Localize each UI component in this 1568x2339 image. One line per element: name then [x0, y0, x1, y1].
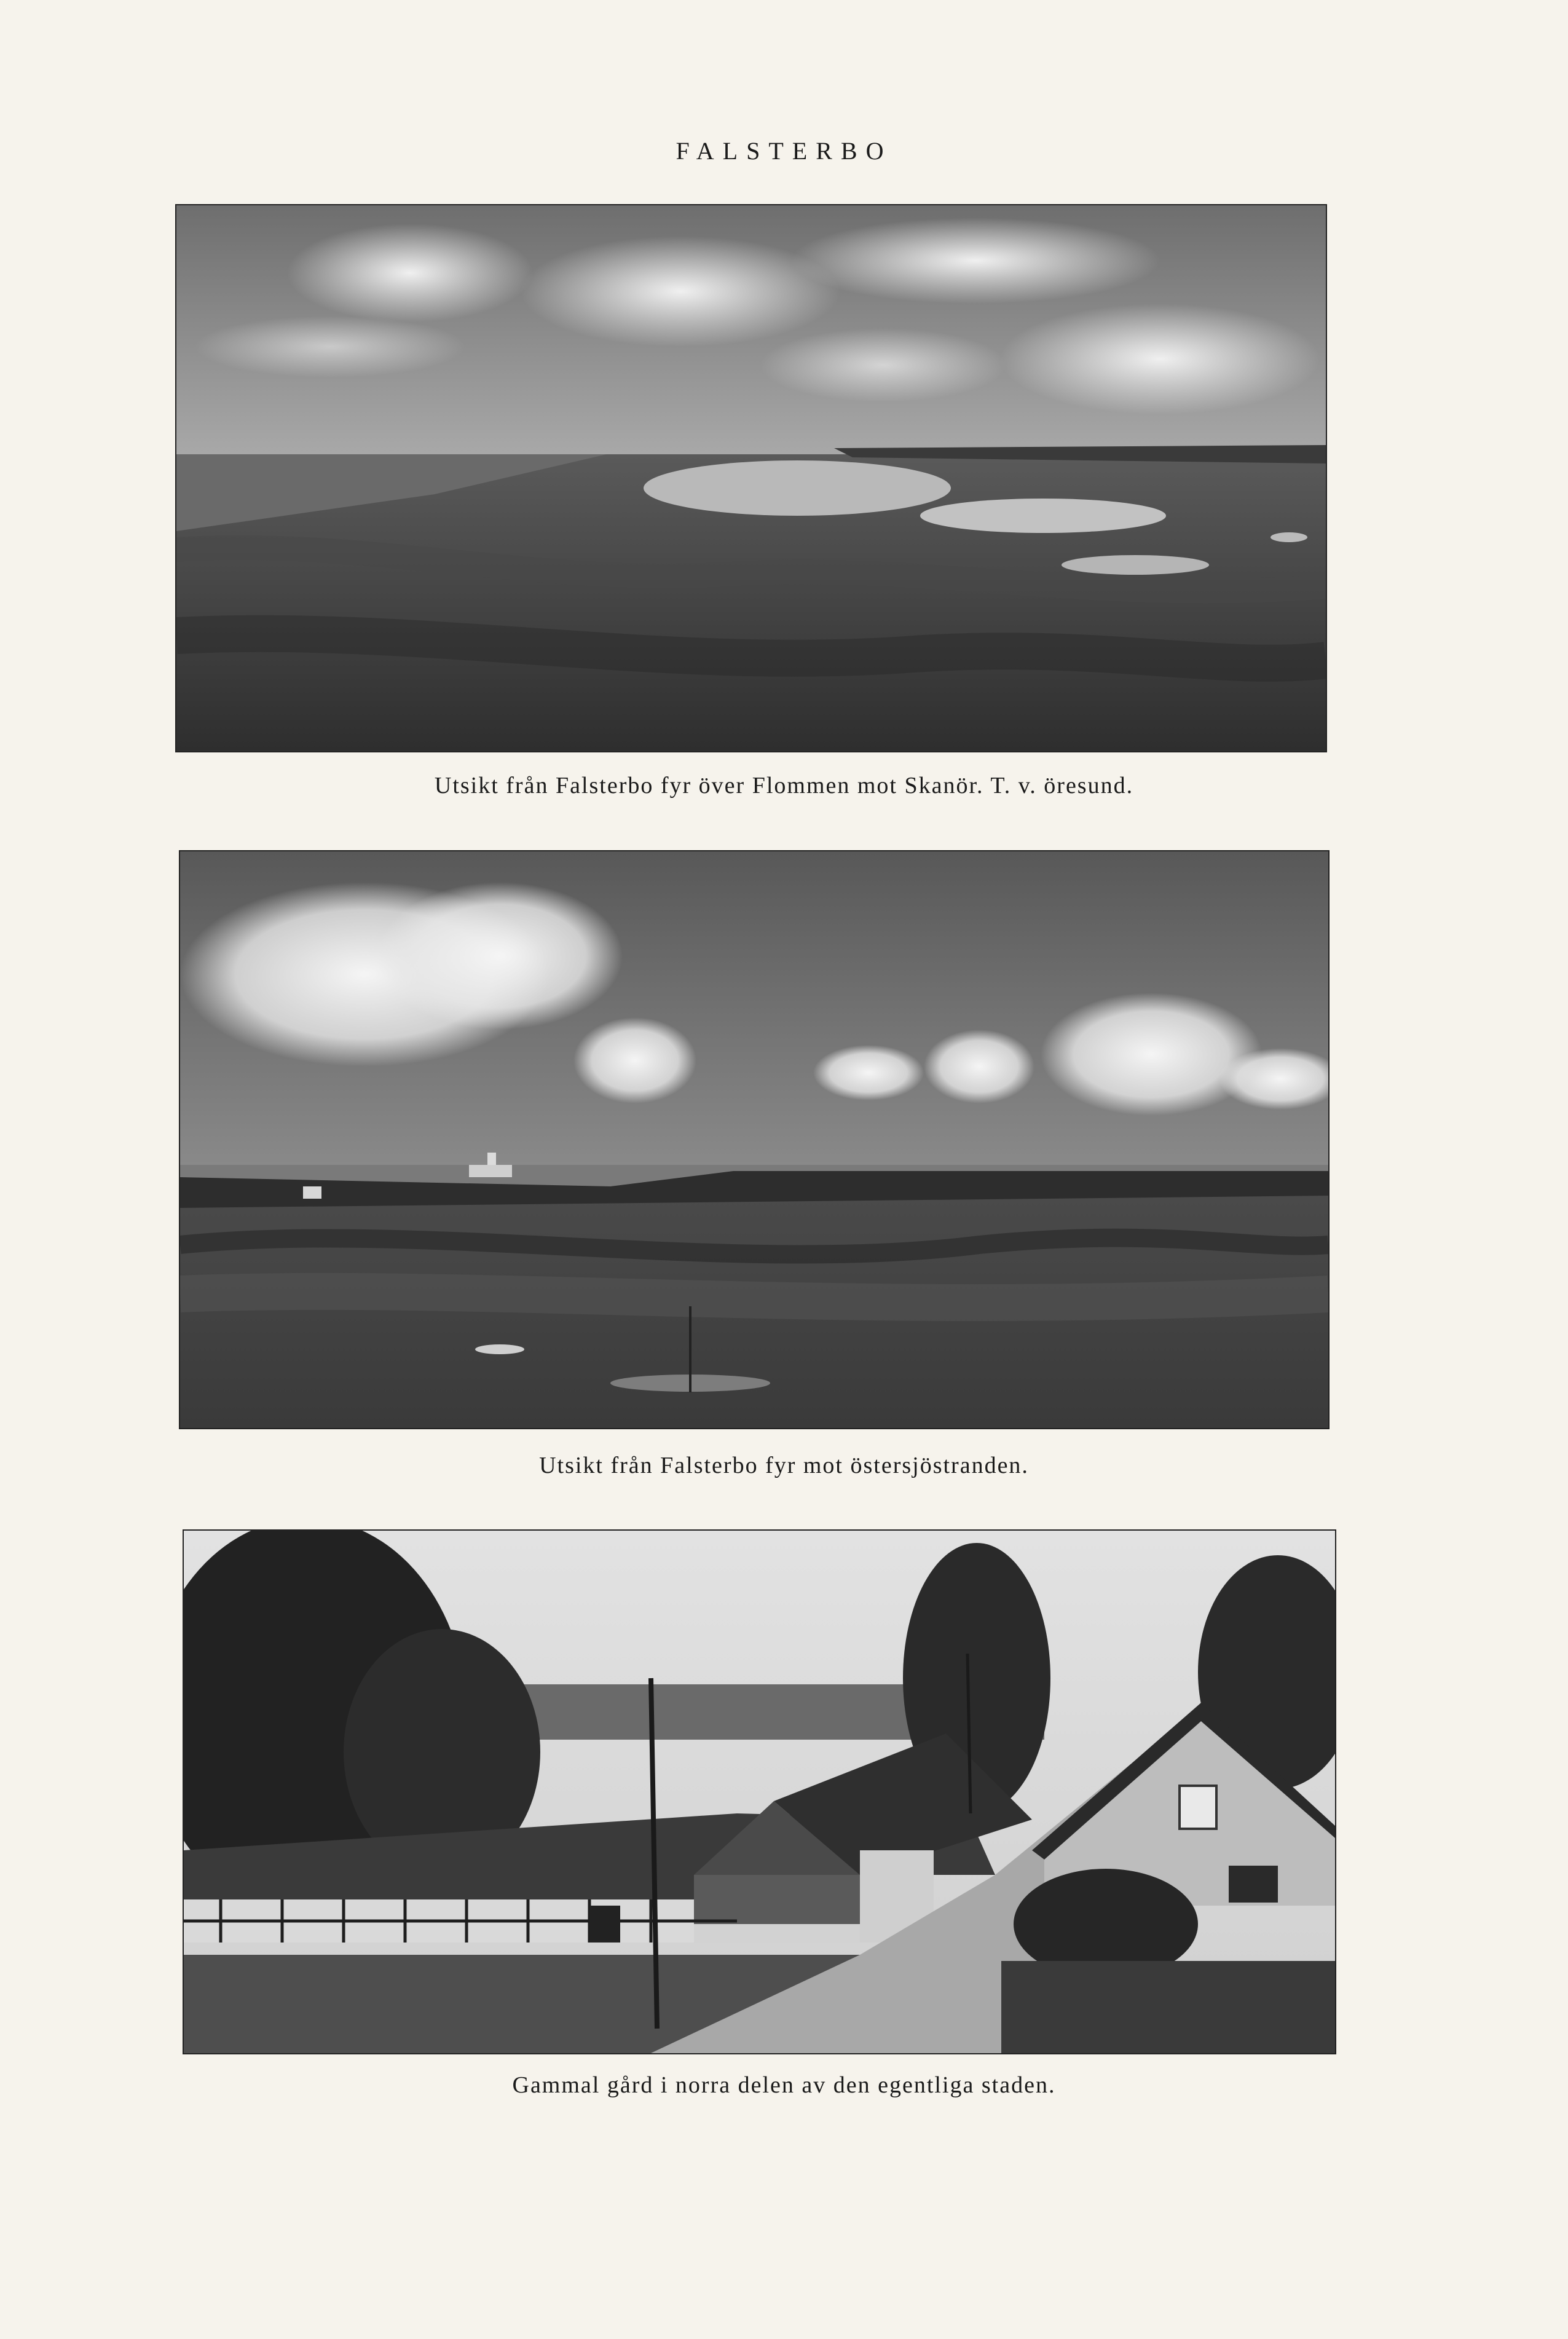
photo-caption: Gammal gård i norra delen av den egentliga staden.: [512, 2072, 1056, 2098]
photo-flommen-view: [175, 204, 1327, 752]
photo-caption: Utsikt från Falsterbo fyr över Flommen mot Skanör. T. v. öresund.: [434, 773, 1134, 799]
photo-caption: Utsikt från Falsterbo fyr mot östersjöstranden.: [539, 1453, 1029, 1478]
page-title: FALSTERBO: [676, 137, 892, 165]
photo-baltic-shore-view: [179, 850, 1330, 1429]
photo-old-farm: [183, 1529, 1336, 2054]
